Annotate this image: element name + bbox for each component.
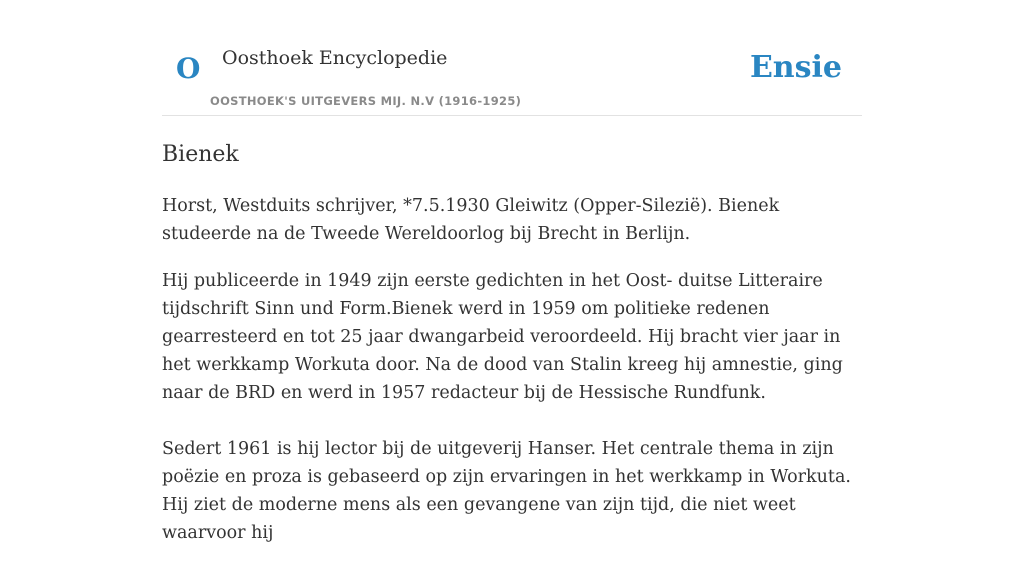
article-paragraph: Sedert 1961 is hij lector bij de uitgeverij Hanser. Het centrale thema in zijn poëzie en proza is gebaseerd op zijn ervaringen in het werkkamp in Workuta. Hij ziet de moderne mens als een gevangene van zijn tijd, die niet weet waarvoor hij xyxy=(162,439,851,543)
site-title-link[interactable]: Oosthoek Encyclopedie xyxy=(222,47,448,69)
article-paragraph: Horst, Westduits schrijver, *7.5.1930 Gleiwitz (Opper-Silezië). Bienek studeerde na de Tweede Wereldoorlog bij Brecht in Berlijn. xyxy=(162,196,780,244)
site-logo[interactable]: O xyxy=(176,52,201,85)
article-title: Bienek xyxy=(162,142,239,167)
ensie-brand-link[interactable]: Ensie xyxy=(749,50,842,85)
page-container xyxy=(162,0,862,543)
site-header xyxy=(162,0,862,116)
publisher-subtitle: OOSTHOEK'S UITGEVERS MIJ. N.V (1916-1925) xyxy=(210,94,522,108)
article-body xyxy=(162,192,862,566)
article-paragraph: Hij publiceerde in 1949 zijn eerste gedichten in het Oost- duitse Litteraire tijdschrift Sinn und Form.Bienek werd in 1959 om politieke redenen gearresteerd en tot 25 jaar dwangarbeid veroordeeld. Hij bracht vier jaar in het werkkamp Workuta door. Na de dood van Stalin kreeg hij amnestie, ging naar de BRD en werd in 1957 redacteur bij de Hessische Rundfunk. xyxy=(162,271,843,403)
